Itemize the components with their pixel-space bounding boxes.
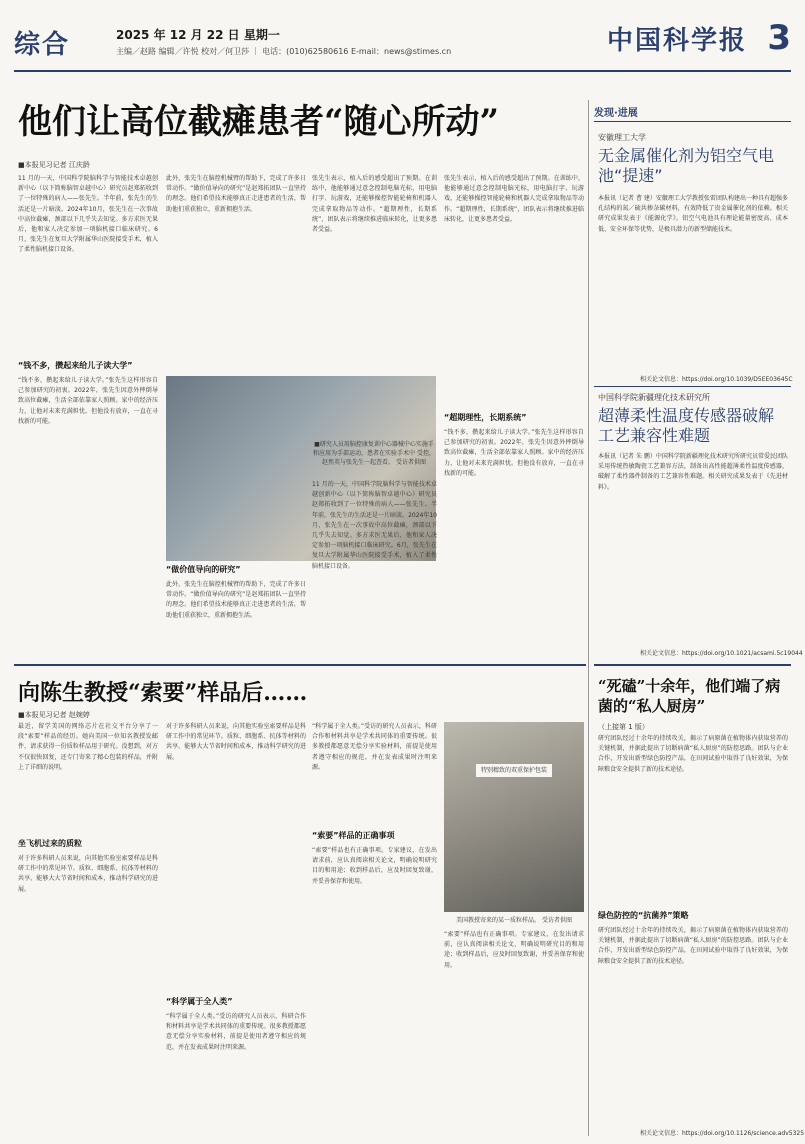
- second-title: 向陈生教授“索要”样品后……: [18, 680, 308, 706]
- item3-text: 研究团队经过十余年的持续攻关，揭示了病原菌在植物体内获取营养的关键机制，并据此提出了切断病菌“私人厨房”的防控思路。团队与企业合作，开发出新型绿色防控产品，在田间试验中取得了良好效果，为保障粮食安全提供了新的技术途径。: [598, 735, 788, 773]
- item2-text: 本报讯（记者 朱 鹏）中国科学院新疆理化技术研究所研究员常爱民团队采用传统热敏陶瓷工艺兼容方法，制备出高性能超薄柔性温度传感器，破解了柔性器件制备的工艺兼容性难题。相关研究成果发表于《先进材料》。: [598, 453, 788, 491]
- lead-col-3: 张先生表示，植入后的感受超出了预期。在训练中，他能够通过意念控制电脑光标，用电脑打字、玩游戏，还能够操控智能轮椅和机器人完成拿取物品等动作。“超期理性，长期系统”，团队表示将继续推进临床转化，让更多患者受益。: [312, 175, 437, 234]
- item1-org: 安徽理工大学: [598, 133, 646, 142]
- lead-col-2: 此外，张先生在脑控机械臂的帮助下，完成了许多日常动作。“做价值导向的研究”是赵郑拓团队一直坚持的理念。他们希望技术能够真正走进患者的生活，帮助他们重获独立，重新拥抱生活。: [166, 175, 306, 213]
- second-col-3b: “索要”样品也有正确事项。专家建议，在发出请求前，应认真阅读相关论文，明确说明研究目的和用途；收到样品后，应及时回复致谢，并妥善保存和使用。: [312, 847, 437, 885]
- second-subhead-2: “科学属于全人类”: [166, 997, 233, 1006]
- second-col-4: “索要”样品也有正确事项。专家建议，在发出请求前，应认真阅读相关论文，明确说明研究目的和用途；收到样品后，应及时回复致谢，并妥善保存和使用。: [444, 931, 584, 969]
- lead-col-3b: 11 月的一天，中国科学院脑科学与智能技术卓越创新中心（以下简称脑智卓越中心）研究员赵郑拓收到了一位特殊的病人——张先生。半年前，张先生的生活还是一片暗淡。2024年10月，张先生在一次事故中高位截瘫，颈部以下几乎失去知觉。多方求医无果后，他和家人决定参加一项脑机接口临床研究。6月，张先生在复旦大学附属华山医院接受手术，植入了柔性脑机接口设备。: [312, 481, 437, 570]
- second-col-1b: 对于许多科研人员来说，向其他实验室索要样品是科研工作中的常见环节。质粒、细胞系、抗体等材料的共享，能够大大节省时间和成本，推动科学研究的进展。: [18, 855, 158, 893]
- lead-col-1b: “钱不多，攒起来给儿子读大学。”张先生这样形容自己参加研究的初衷。2022年，张先生因意外摔倒导致高位截瘫，生活全部依靠家人照顾。家中的经济压力，让他对未来充满担忧。但他没有放弃，一直在寻找新的可能。: [18, 377, 158, 425]
- second-col-1: 最近，留学美国的网络芯片在社交平台分享了一段“索要”样品的经历。她向美国一位知名教授发邮件，请求获得一份质粒样品用于研究。没想到，对方不仅很快回复，还专门寄来了精心包装的样品，并附上了详细的说明。: [18, 723, 158, 771]
- item1-source: 相关论文信息：https://doi.org/10.1039/D5EE03645C: [640, 376, 793, 383]
- sidebar-divider-2: [594, 664, 791, 666]
- second-col-2: 对于许多科研人员来说，向其他实验室索要样品是科研工作中的常见环节。质粒、细胞系、抗体等材料的共享，能够大大节省时间和成本，推动科学研究的进展。: [166, 723, 306, 761]
- lead-col-2b: 此外，张先生在脑控机械臂的帮助下，完成了许多日常动作。“做价值导向的研究”是赵郑拓团队一直坚持的理念。他们希望技术能够真正走进患者的生活，帮助他们重获独立，重新拥抱生活。: [166, 581, 306, 619]
- lead-col-4b: “钱不多，攒起来给儿子读大学。”张先生这样形容自己参加研究的初衷。2022年，张先生因意外摔倒导致高位截瘫，生活全部依靠家人照顾。家中的经济压力，让他对未来充满担忧。但他没有放弃，一直在寻找新的可能。: [444, 429, 584, 477]
- newspaper-masthead: 中国科学报: [606, 26, 747, 56]
- second-col-2b: “科学属于全人类。”受访的研究人员表示，科研合作和材料共享是学术共同体的重要传统。很多教授都愿意无偿分享实验材料，前提是使用者遵守相应的规范，并在发表成果时注明来源。: [166, 1013, 306, 1051]
- second-photo-caption: 美国教授寄来的某一质粒样品。 受访者供图: [456, 917, 572, 924]
- column-rule: [588, 100, 589, 1136]
- lead-byline: ■本报见习记者 江庆龄: [18, 161, 90, 169]
- issue-date: 2025 年 12 月 22 日 星期一: [116, 28, 280, 42]
- item3-source: 相关论文信息：https://doi.org/10.1126/science.adv5325: [640, 1130, 805, 1137]
- section-divider: [14, 664, 586, 666]
- sidebar-divider-1: [594, 386, 791, 387]
- page-number: 3: [767, 18, 791, 58]
- lead-subhead-1: “钱不多，攒起来给儿子读大学”: [18, 361, 133, 370]
- item2-org: 中国科学院新疆理化技术研究所: [598, 393, 710, 402]
- lead-col-4: 张先生表示，植入后的感受超出了预期。在训练中，他能够通过意念控制电脑光标，用电脑打字、玩游戏，还能够操控智能轮椅和机器人完成拿取物品等动作。“超期理性，长期系统”，团队表示将继续推进临床转化，让更多患者受益。: [444, 175, 584, 223]
- photo-tag: 特别精致的双重保护包装: [476, 764, 552, 777]
- lead-photo-caption: ■研究人员用脑控康复训中心器械中心实施手和应用为手部运动，患者在实验手术中 受控，赵然英与张先生一起查看。 受访者供图: [313, 441, 435, 466]
- item3-byline: （上接第 1 版）: [598, 723, 649, 731]
- lead-title: 他们让高位截瘫患者“随心所动”: [18, 102, 500, 142]
- lead-subhead-3: “超期理性，长期系统”: [444, 413, 527, 422]
- item1-title: 无金属催化剂为铝空气电池“提速”: [598, 146, 775, 185]
- item3-subhead: 绿色防控的“抗菌养”策略: [598, 911, 689, 920]
- second-col-3: “科学属于全人类。”受访的研究人员表示，科研合作和材料共享是学术共同体的重要传统。很多教授都愿意无偿分享实验材料，前提是使用者遵守相应的规范，并在发表成果时注明来源。: [312, 723, 437, 771]
- item1-text: 本报讯（记者 曹 建）安徽理工大学教授张雷团队构建出一种具有超强多孔结构的氮／硫共掺杂碳材料，有效降低了贵金属催化剂的依赖。相关研究成果发表于《能源化学》。铝空气电池具有理论能量密度高、成本低、安全环保等优势，是极具潜力的新型储能技术。: [598, 195, 788, 233]
- item2-title: 超薄柔性温度传感器破解工艺兼容性难题: [598, 406, 775, 445]
- second-subhead-1: 坐飞机过来的质粒: [18, 839, 82, 848]
- lead-subhead-2: “做价值导向的研究”: [166, 565, 241, 574]
- item3-title: “死磕”十余年，他们端了病菌的“私人厨房”: [598, 677, 781, 715]
- item2-source: 相关论文信息：https://doi.org/10.1021/acsami.5c19044: [640, 650, 803, 657]
- second-photo: [444, 722, 584, 912]
- page-header: [14, 18, 791, 72]
- item3-text-b: 研究团队经过十余年的持续攻关，揭示了病原菌在植物体内获取营养的关键机制，并据此提出了切断病菌“私人厨房”的防控思路。团队与企业合作，开发出新型绿色防控产品，在田间试验中取得了良好效果，为保障粮食安全提供了新的技术途径。: [598, 927, 788, 965]
- second-byline: ■本报见习记者 赵婉婷: [18, 711, 90, 719]
- sidebar-section-label: 发现·进展: [594, 104, 791, 122]
- staff-line: 主编／赵路 编辑／许悦 校对／何卫莎 ｜ 电话：(010)62580616 E-mail：news@stimes.cn: [116, 47, 452, 56]
- second-subhead-3: “索要”样品的正确事项: [312, 831, 395, 840]
- section-name: 综合: [14, 30, 71, 60]
- lead-col-1: 11 月的一天，中国科学院脑科学与智能技术卓越创新中心（以下简称脑智卓越中心）研究员赵郑拓收到了一位特殊的病人——张先生。半年前，张先生的生活还是一片暗淡。2024年10月，张先生在一次事故中高位截瘫，颈部以下几乎失去知觉。多方求医无果后，他和家人决定参加一项脑机接口临床研究。6月，张先生在复旦大学附属华山医院接受手术，植入了柔性脑机接口设备。: [18, 175, 158, 254]
